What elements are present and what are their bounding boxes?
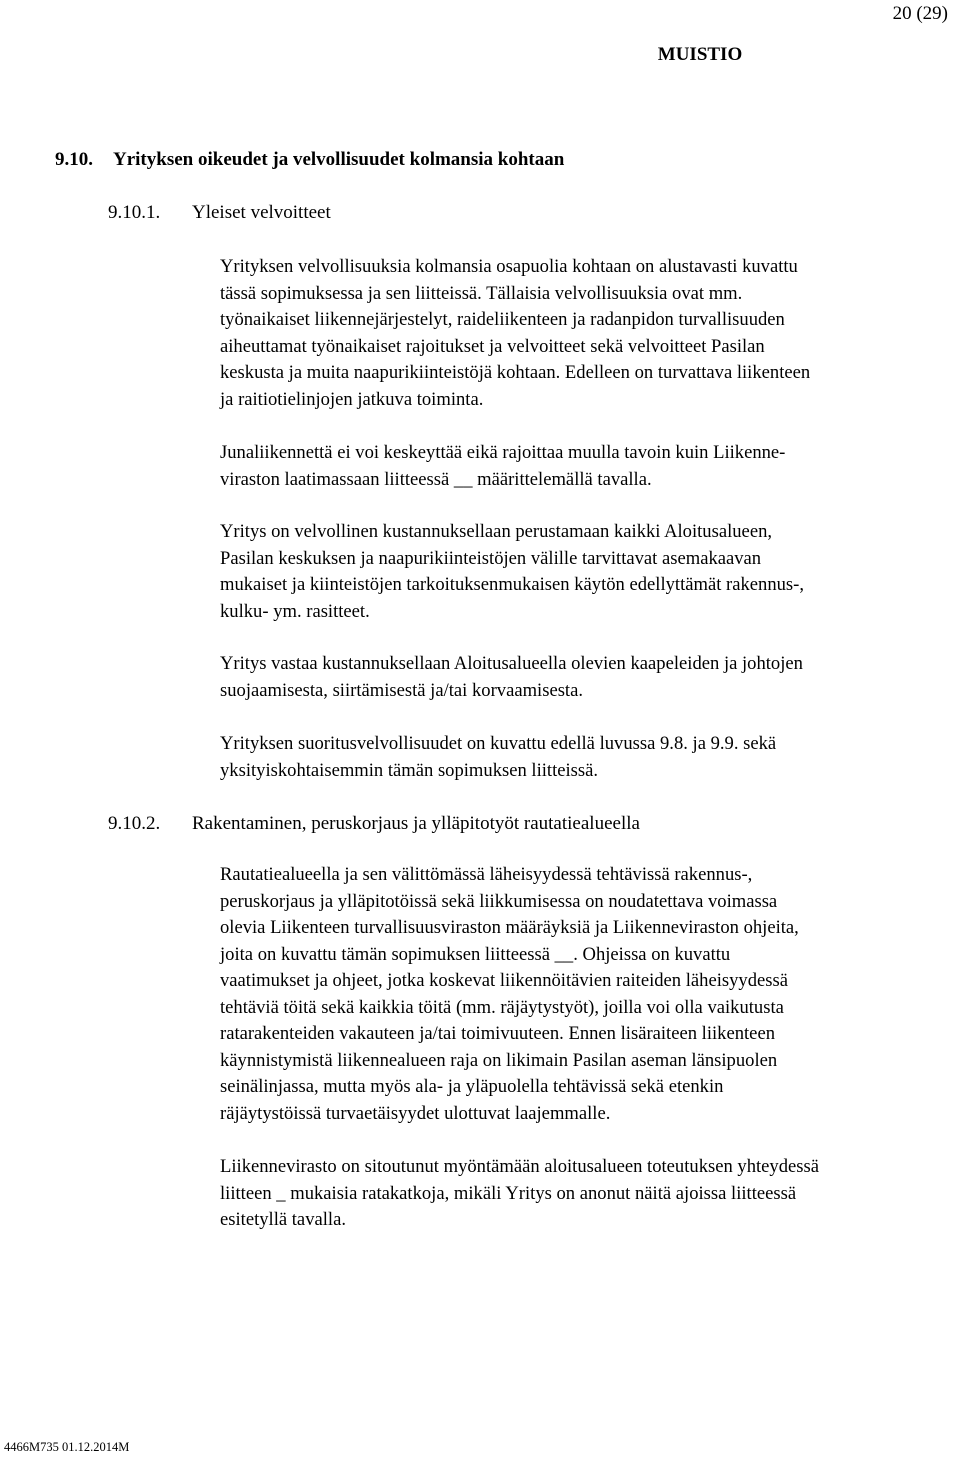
paragraph-line: Rautatiealueella ja sen välittömässä läheisyydessä tehtävissä rakennus-, <box>220 864 753 885</box>
footer-code: 4466M735 01.12.2014M <box>4 1440 130 1454</box>
paragraph-line: joita on kuvattu tämän sopimuksen liitteessä __. Ohjeissa on kuvattu <box>220 943 731 965</box>
paragraph-line: mukaiset ja kiinteistöjen tarkoituksenmukaisen käytön edellyttämät rakennus-, <box>220 574 805 595</box>
subsection-title: Rakentaminen, peruskorjaus ja ylläpitotyöt rautatiealueella <box>192 813 640 834</box>
paragraph-line: Pasilan keskuksen ja naapurikiinteistöjen välille tarvittavat asemakaavan <box>220 547 762 569</box>
paragraph-line: suojaamisesta, siirtämisestä ja/tai korvaamisesta. <box>220 679 583 701</box>
paragraph-line: työnaikaiset liikennejärjestelyt, raideliikenteen ja radanpidon turvallisuuden <box>220 309 785 330</box>
paragraph-line: tehtäviä töitä sekä kaikkia töitä (mm. räjäytystyöt), joilla voi olla vaikutusta <box>220 996 784 1018</box>
paragraph <box>220 1154 955 1234</box>
section-title: Yrityksen oikeudet ja velvollisuudet kolmansia kohtaan <box>113 149 565 170</box>
paragraph-line: tässä sopimuksessa ja sen liitteissä. Tällaisia velvollisuuksia ovat mm. <box>220 282 743 304</box>
paragraph-line: olevia Liikenteen turvallisuusviraston määräyksiä ja Liikenneviraston ohjeita, <box>220 917 799 938</box>
paragraph <box>220 440 955 493</box>
page-number: 20 (29) <box>892 3 948 24</box>
subsection-number: 9.10.1. <box>108 202 161 223</box>
paragraph-line: viraston laatimassaan liitteessä __ määrittelemällä tavalla. <box>220 468 652 490</box>
paragraph-line: peruskorjaus ja ylläpitotöissä sekä liikkumisessa on noudatettava voimassa <box>220 890 778 912</box>
paragraph-line: Yritys on velvollinen kustannuksellaan perustamaan kaikki Aloitusalueen, <box>220 521 773 542</box>
section-heading <box>55 149 564 171</box>
paragraph-line: Junaliikennettä ei voi keskeyttää eikä rajoittaa muulla tavoin kuin Liikenne- <box>220 442 786 463</box>
paragraph-line: keskusta ja muita naapurikiinteistöjä kohtaan. Edelleen on turvattava liikenteen <box>220 362 811 383</box>
subsection-number: 9.10.2. <box>108 813 161 834</box>
paragraph-line: käynnistymistä liikennealueen raja on likimain Pasilan aseman länsipuolen <box>220 1049 778 1071</box>
paragraph-line: Yritys vastaa kustannuksellaan Aloitusalueella olevien kaapeleiden ja johtojen <box>220 653 803 674</box>
paragraph-line: räjäytystöissä turvaetäisyydet ulottuvat laajemmalle. <box>220 1102 611 1124</box>
paragraph <box>220 254 955 413</box>
paragraph-line: Liikennevirasto on sitoutunut myöntämään aloitusalueen toteutuksen yhteydessä <box>220 1156 820 1177</box>
section-number: 9.10. <box>55 149 93 170</box>
paragraph-line: seinälinjassa, mutta myös ala- ja yläpuolella tehtävissä sekä etenkin <box>220 1076 724 1097</box>
paragraph-line: esitetyllä tavalla. <box>220 1209 346 1230</box>
paragraph-line: ja raitiotielinjojen jatkuva toiminta. <box>220 388 484 410</box>
paragraph-line: ratarakenteiden vakauteen ja/tai toimivuuteen. Ennen lisäraiteen liikenteen <box>220 1023 775 1044</box>
paragraph-line: liitteen _ mukaisia ratakatkoja, mikäli Yritys on anonut näitä ajoissa liitteessä <box>220 1182 797 1204</box>
document-title: MUISTIO <box>657 44 743 65</box>
paragraph-line: vaatimukset ja ohjeet, jotka koskevat liikennöitävien raiteiden läheisyydessä <box>220 970 788 991</box>
subsection-title: Yleiset velvoitteet <box>192 202 331 223</box>
paragraph-line: Yrityksen suoritusvelvollisuudet on kuvattu edellä luvussa 9.8. ja 9.9. sekä <box>220 733 777 754</box>
paragraph <box>220 731 955 784</box>
paragraph-line: aiheuttamat työnaikaiset rajoitukset ja velvoitteet sekä velvoitteet Pasilan <box>220 335 765 357</box>
paragraph <box>220 651 955 704</box>
subsection-heading <box>108 202 331 224</box>
subsection-heading <box>108 813 640 835</box>
paragraph-line: kulku- ym. rasitteet. <box>220 600 370 622</box>
paragraph-line: yksityiskohtaisemmin tämän sopimuksen liitteissä. <box>220 759 599 781</box>
paragraph <box>220 519 955 625</box>
paragraph-line: Yrityksen velvollisuuksia kolmansia osapuolia kohtaan on alustavasti kuvattu <box>220 256 798 277</box>
paragraph <box>220 862 955 1127</box>
